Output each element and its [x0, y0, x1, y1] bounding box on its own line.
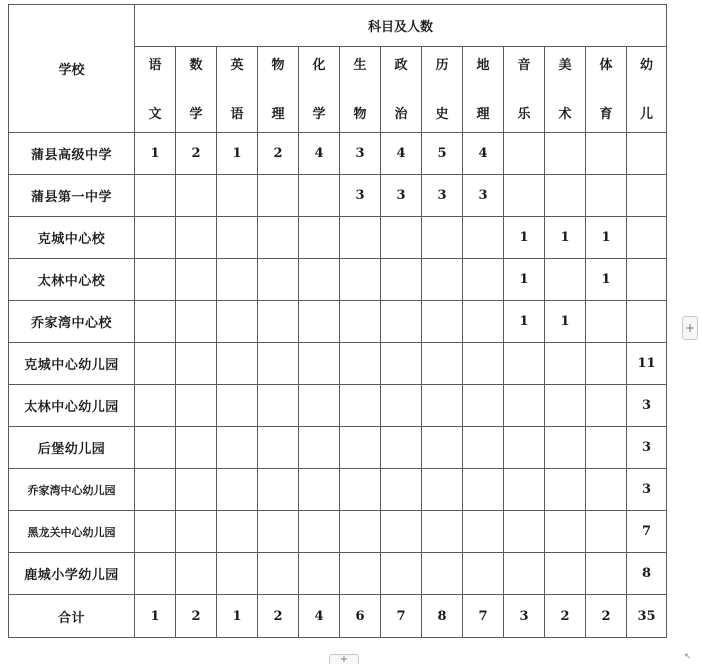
value-cell[interactable] — [381, 553, 422, 595]
value-cell[interactable] — [545, 175, 586, 217]
subject-char: 物 — [271, 57, 285, 73]
subject-header-cell[interactable] — [381, 47, 422, 133]
table-row — [9, 427, 667, 469]
value-cell[interactable]: 4 — [463, 133, 504, 175]
value-cell[interactable] — [299, 385, 340, 427]
school-name: 黑龙关中心幼儿园 — [27, 525, 116, 539]
value-cell[interactable] — [504, 511, 545, 553]
subject-char: 英 — [230, 57, 244, 73]
table-row — [9, 217, 667, 259]
subject-header-label — [299, 59, 339, 121]
value-cell[interactable] — [135, 553, 176, 595]
school-name: 鹿城小学幼儿园 — [24, 568, 119, 583]
total-value-cell[interactable]: 3 — [504, 595, 545, 638]
school-cell[interactable] — [9, 511, 135, 553]
value-cell[interactable] — [586, 343, 627, 385]
value-cell[interactable] — [586, 301, 627, 343]
value-cell[interactable] — [586, 385, 627, 427]
value-cell[interactable] — [258, 385, 299, 427]
subject-header-label — [463, 59, 503, 121]
value-cell[interactable] — [135, 343, 176, 385]
value-cell[interactable] — [340, 511, 381, 553]
school-cell[interactable] — [9, 133, 135, 175]
value-cell[interactable] — [217, 385, 258, 427]
value-cell[interactable]: 2 — [176, 133, 217, 175]
subject-header-cell[interactable] — [217, 47, 258, 133]
value-cell[interactable] — [176, 385, 217, 427]
school-cell[interactable] — [9, 217, 135, 259]
school-name: 后堡幼儿园 — [37, 442, 106, 457]
value-cell[interactable] — [504, 469, 545, 511]
value-cell[interactable]: 1 — [586, 259, 627, 301]
total-value-cell[interactable]: 2 — [176, 595, 217, 638]
value-cell[interactable] — [299, 301, 340, 343]
value-cell[interactable] — [135, 301, 176, 343]
value-cell[interactable] — [545, 469, 586, 511]
value-cell[interactable] — [258, 553, 299, 595]
value-cell[interactable] — [258, 427, 299, 469]
value-cell[interactable] — [340, 217, 381, 259]
school-cell[interactable] — [9, 427, 135, 469]
value-cell[interactable] — [299, 427, 340, 469]
value-cell[interactable] — [176, 175, 217, 217]
subject-header-label — [381, 59, 421, 121]
school-name: 乔家湾中心校 — [30, 316, 112, 331]
subject-header-label — [258, 59, 298, 121]
school-name: 太林中心幼儿园 — [24, 400, 119, 415]
value-cell[interactable] — [258, 469, 299, 511]
value-cell[interactable] — [627, 217, 667, 259]
subject-header-label — [586, 59, 626, 121]
total-value-cell[interactable]: 6 — [340, 595, 381, 638]
subject-header-label — [545, 59, 585, 121]
value-cell[interactable] — [545, 343, 586, 385]
value-cell[interactable] — [340, 553, 381, 595]
subject-char: 治 — [394, 106, 408, 122]
school-cell[interactable] — [9, 343, 135, 385]
value-cell[interactable] — [422, 217, 463, 259]
subject-char: 幼 — [639, 57, 653, 73]
school-cell[interactable] — [9, 175, 135, 217]
value-cell[interactable] — [217, 427, 258, 469]
subject-header-cell[interactable] — [176, 47, 217, 133]
value-cell[interactable]: 4 — [381, 133, 422, 175]
value-cell[interactable]: 3 — [627, 427, 667, 469]
table-row — [9, 301, 667, 343]
subject-header-cell[interactable] — [135, 47, 176, 133]
value-cell[interactable] — [258, 511, 299, 553]
value-cell[interactable] — [381, 427, 422, 469]
value-cell[interactable]: 4 — [299, 133, 340, 175]
value-cell[interactable] — [340, 385, 381, 427]
value-cell[interactable] — [217, 469, 258, 511]
value-cell[interactable] — [381, 217, 422, 259]
value-cell[interactable] — [422, 469, 463, 511]
value-cell[interactable]: 3 — [627, 385, 667, 427]
school-name: 蒲县第一中学 — [30, 190, 112, 205]
subject-header-label — [217, 59, 257, 121]
value-cell[interactable]: 5 — [422, 133, 463, 175]
subject-char: 理 — [271, 106, 285, 122]
subject-char: 地 — [476, 57, 490, 73]
school-name: 克城中心幼儿园 — [24, 358, 119, 373]
subject-char: 学 — [312, 106, 326, 122]
school-name: 太林中心校 — [37, 274, 106, 289]
school-cell[interactable] — [9, 553, 135, 595]
value-cell[interactable]: 7 — [627, 511, 667, 553]
value-cell[interactable] — [176, 217, 217, 259]
value-cell[interactable] — [217, 175, 258, 217]
value-cell[interactable] — [299, 259, 340, 301]
value-cell[interactable] — [381, 469, 422, 511]
value-cell[interactable]: 1 — [504, 217, 545, 259]
school-cell[interactable] — [9, 301, 135, 343]
subject-header-label — [340, 59, 380, 121]
subject-char: 政 — [394, 57, 408, 73]
subject-char: 术 — [558, 106, 572, 122]
value-cell[interactable] — [422, 553, 463, 595]
school-name: 克城中心校 — [37, 232, 106, 247]
value-cell[interactable] — [135, 259, 176, 301]
value-cell[interactable] — [422, 427, 463, 469]
value-cell[interactable] — [586, 133, 627, 175]
value-cell[interactable]: 2 — [258, 133, 299, 175]
value-cell[interactable] — [586, 427, 627, 469]
value-cell[interactable] — [258, 175, 299, 217]
value-cell[interactable] — [463, 259, 504, 301]
subject-char: 育 — [599, 106, 613, 122]
value-cell[interactable] — [586, 511, 627, 553]
subject-char: 语 — [148, 57, 162, 73]
value-cell[interactable] — [381, 301, 422, 343]
subject-header-label — [504, 59, 544, 121]
total-label-cell[interactable] — [9, 595, 135, 638]
value-cell[interactable]: 1 — [217, 133, 258, 175]
subject-char: 物 — [353, 106, 367, 122]
value-cell[interactable] — [463, 385, 504, 427]
value-cell[interactable] — [135, 511, 176, 553]
subject-header-label — [627, 59, 666, 121]
subject-char: 儿 — [639, 106, 653, 122]
value-cell[interactable] — [545, 427, 586, 469]
total-value-cell[interactable]: 1 — [135, 595, 176, 638]
subject-header-cell[interactable] — [627, 47, 667, 133]
value-cell[interactable] — [381, 385, 422, 427]
value-cell[interactable] — [176, 511, 217, 553]
value-cell[interactable] — [627, 133, 667, 175]
subject-char: 化 — [312, 57, 326, 73]
table-row — [9, 511, 667, 553]
value-cell[interactable] — [463, 511, 504, 553]
header-group-label: 科目及人数 — [367, 20, 433, 35]
value-cell[interactable] — [627, 175, 667, 217]
subject-header-cell[interactable] — [586, 47, 627, 133]
total-value-cell[interactable]: 2 — [258, 595, 299, 638]
value-cell[interactable] — [504, 553, 545, 595]
subject-header-label — [422, 59, 462, 121]
value-cell[interactable] — [217, 217, 258, 259]
subject-header-cell[interactable] — [299, 47, 340, 133]
table-row — [9, 133, 667, 175]
value-cell[interactable] — [176, 553, 217, 595]
school-name: 蒲县高级中学 — [30, 148, 112, 163]
value-cell[interactable] — [299, 553, 340, 595]
value-cell[interactable] — [422, 511, 463, 553]
value-cell[interactable] — [340, 427, 381, 469]
value-cell[interactable] — [135, 385, 176, 427]
subject-char: 文 — [148, 106, 162, 122]
value-cell[interactable]: 3 — [422, 175, 463, 217]
total-value-cell[interactable]: 7 — [381, 595, 422, 638]
value-cell[interactable] — [299, 217, 340, 259]
total-value-cell[interactable]: 35 — [627, 595, 667, 638]
value-cell[interactable] — [217, 301, 258, 343]
value-cell[interactable]: 1 — [545, 301, 586, 343]
subject-char: 语 — [230, 106, 244, 122]
value-cell[interactable] — [381, 259, 422, 301]
value-cell[interactable] — [545, 385, 586, 427]
add-row-button[interactable]: + — [329, 654, 359, 664]
value-cell[interactable] — [504, 427, 545, 469]
value-cell[interactable] — [217, 511, 258, 553]
total-value-cell[interactable]: 2 — [545, 595, 586, 638]
subject-header-label — [135, 59, 175, 121]
subject-header-cell[interactable] — [422, 47, 463, 133]
subject-char: 学 — [189, 106, 203, 122]
table-row — [9, 343, 667, 385]
value-cell[interactable] — [299, 175, 340, 217]
value-cell[interactable]: 1 — [586, 217, 627, 259]
value-cell[interactable] — [176, 259, 217, 301]
subject-char: 生 — [353, 57, 367, 73]
value-cell[interactable]: 3 — [463, 175, 504, 217]
subject-header-cell[interactable] — [463, 47, 504, 133]
school-name: 乔家湾中心幼儿园 — [27, 483, 116, 497]
value-cell[interactable]: 3 — [340, 175, 381, 217]
value-cell[interactable] — [422, 385, 463, 427]
value-cell[interactable] — [586, 469, 627, 511]
value-cell[interactable]: 3 — [340, 133, 381, 175]
value-cell[interactable] — [299, 511, 340, 553]
value-cell[interactable] — [217, 343, 258, 385]
value-cell[interactable] — [135, 175, 176, 217]
value-cell[interactable] — [463, 553, 504, 595]
value-cell[interactable] — [258, 301, 299, 343]
value-cell[interactable] — [586, 553, 627, 595]
total-value-cell[interactable]: 8 — [422, 595, 463, 638]
value-cell[interactable]: 1 — [504, 259, 545, 301]
subject-char: 音 — [517, 57, 531, 73]
table-row — [9, 469, 667, 511]
value-cell[interactable] — [217, 553, 258, 595]
value-cell[interactable]: 8 — [627, 553, 667, 595]
value-cell[interactable] — [340, 301, 381, 343]
value-cell[interactable] — [299, 343, 340, 385]
total-value-cell[interactable]: 7 — [463, 595, 504, 638]
value-cell[interactable] — [176, 427, 217, 469]
value-cell[interactable] — [504, 343, 545, 385]
subject-header-cell[interactable] — [504, 47, 545, 133]
value-cell[interactable] — [463, 427, 504, 469]
value-cell[interactable] — [176, 469, 217, 511]
value-cell[interactable] — [176, 343, 217, 385]
value-cell[interactable] — [422, 343, 463, 385]
subject-header-cell[interactable] — [258, 47, 299, 133]
value-cell[interactable]: 1 — [504, 301, 545, 343]
total-value-cell[interactable]: 1 — [217, 595, 258, 638]
table-row — [9, 259, 667, 301]
value-cell[interactable] — [545, 511, 586, 553]
value-cell[interactable] — [422, 301, 463, 343]
table-row — [9, 175, 667, 217]
subject-char: 数 — [189, 57, 203, 73]
total-value-cell[interactable]: 4 — [299, 595, 340, 638]
header-school-cell[interactable] — [9, 5, 135, 133]
subject-char: 历 — [435, 57, 449, 73]
total-label: 合计 — [57, 610, 85, 626]
value-cell[interactable] — [504, 175, 545, 217]
value-cell[interactable] — [463, 469, 504, 511]
value-cell[interactable] — [381, 511, 422, 553]
value-cell[interactable] — [340, 343, 381, 385]
school-cell[interactable] — [9, 385, 135, 427]
subject-header-label — [176, 59, 216, 121]
header-group-cell[interactable] — [135, 5, 667, 47]
value-cell[interactable]: 3 — [381, 175, 422, 217]
value-cell[interactable] — [504, 385, 545, 427]
value-cell[interactable] — [545, 553, 586, 595]
value-cell[interactable] — [422, 259, 463, 301]
value-cell[interactable] — [504, 133, 545, 175]
table-resize-icon[interactable]: ↖ — [684, 652, 692, 662]
value-cell[interactable] — [258, 217, 299, 259]
value-cell[interactable] — [299, 469, 340, 511]
total-row — [9, 595, 667, 638]
header-school-label: 学校 — [58, 63, 85, 78]
value-cell[interactable] — [135, 469, 176, 511]
value-cell[interactable] — [135, 217, 176, 259]
value-cell[interactable] — [463, 301, 504, 343]
add-column-button[interactable]: + — [682, 316, 698, 340]
value-cell[interactable]: 1 — [545, 217, 586, 259]
value-cell[interactable] — [258, 343, 299, 385]
value-cell[interactable]: 3 — [627, 469, 667, 511]
table-row — [9, 385, 667, 427]
subject-char: 史 — [435, 106, 449, 122]
value-cell[interactable] — [217, 259, 258, 301]
total-value-cell[interactable]: 2 — [586, 595, 627, 638]
value-cell[interactable] — [176, 301, 217, 343]
value-cell[interactable] — [258, 259, 299, 301]
value-cell[interactable] — [545, 259, 586, 301]
subject-char: 理 — [476, 106, 490, 122]
value-cell[interactable] — [463, 217, 504, 259]
subject-char: 乐 — [517, 106, 531, 122]
table-row — [9, 553, 667, 595]
value-cell[interactable] — [381, 343, 422, 385]
value-cell[interactable] — [135, 427, 176, 469]
subject-char: 美 — [558, 57, 572, 73]
value-cell[interactable] — [463, 343, 504, 385]
value-cell[interactable] — [340, 469, 381, 511]
subject-header-cell[interactable] — [545, 47, 586, 133]
value-cell[interactable] — [545, 133, 586, 175]
staffing-table — [8, 4, 667, 638]
school-cell[interactable] — [9, 469, 135, 511]
school-cell[interactable] — [9, 259, 135, 301]
value-cell[interactable] — [586, 175, 627, 217]
value-cell[interactable] — [627, 259, 667, 301]
subject-header-cell[interactable] — [340, 47, 381, 133]
value-cell[interactable]: 11 — [627, 343, 667, 385]
value-cell[interactable] — [627, 301, 667, 343]
subject-char: 体 — [599, 57, 613, 73]
value-cell[interactable]: 1 — [135, 133, 176, 175]
value-cell[interactable] — [340, 259, 381, 301]
header-row-group — [9, 5, 667, 47]
